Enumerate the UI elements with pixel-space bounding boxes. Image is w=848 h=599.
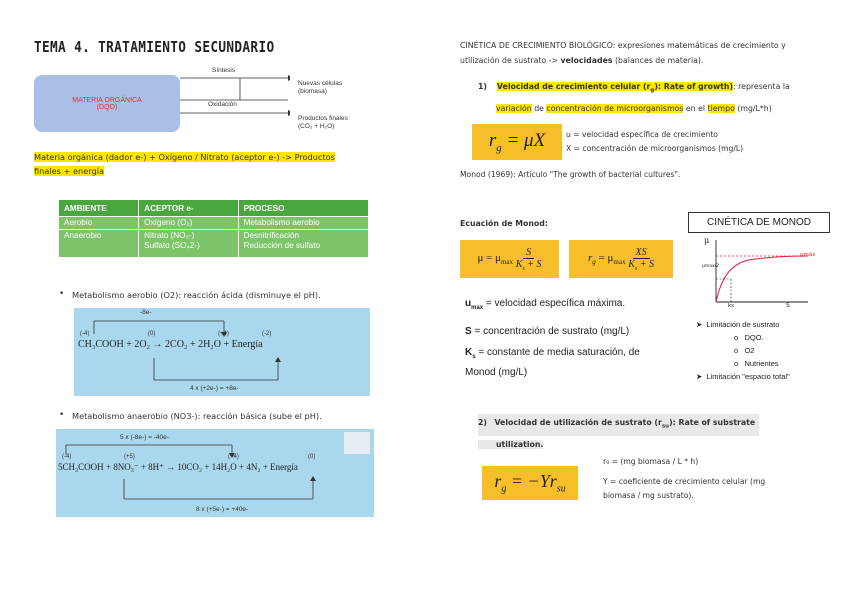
cell-text: Sulfato (SO₄2-) — [144, 241, 200, 250]
graph-curve-label: μmáx — [800, 252, 816, 258]
def-umax: = velocidad específica máxima. — [485, 298, 626, 309]
formula1-defs — [566, 128, 743, 156]
ox-state: (+4) — [218, 331, 229, 337]
item1-l2c: concentración de microorganismos — [546, 103, 684, 113]
anaerobic-top-label: 5 x (-8e-) = -40e- — [120, 434, 169, 441]
page-title: TEMA 4. TRATAMIENTO SECUNDARIO — [34, 38, 275, 56]
table-header — [59, 200, 369, 217]
item2 — [478, 414, 759, 453]
table-row — [59, 230, 369, 258]
formula-monod-mu: $\mu = \mu_{max}$ S $K_s + S$ — [460, 240, 559, 278]
cell: Aerobio — [59, 217, 139, 230]
aerobic-bottom-label: 4 x (+2e-) = +8e- — [190, 385, 239, 392]
anaerobic-bullet: • Metabolismo anaerobio (NO3-): reacción básica (sube el pH). — [72, 411, 322, 421]
item2-a: Velocidad de utilización de sustrato (r — [494, 418, 662, 427]
def-y-a: Y = coeficiente de crecimiento celular (mg — [603, 477, 766, 486]
item2-num: 2) — [478, 418, 487, 427]
anaerobic-arrows — [56, 429, 374, 517]
formula2-defs — [603, 455, 765, 503]
aerobic-arrows — [74, 308, 370, 396]
intro-line2 — [460, 53, 786, 68]
output-final — [298, 115, 348, 131]
cell: Oxígeno (O₂) — [139, 217, 238, 230]
cell — [139, 230, 238, 258]
item1-num: 1) — [478, 82, 487, 91]
monod-equation-title: Ecuación de Monod: — [460, 219, 548, 228]
synthesis-label: Síntesis — [212, 67, 236, 74]
aerobic-equation: CH₃COOH + 2O₂ → 2CO₂ + 2H₂O + Energía — [78, 339, 263, 350]
oxidation-label: Oxidación — [208, 101, 237, 108]
formula-monod-rg: $r_g = \mu_{max}$ XS $K_s + S$ — [569, 240, 673, 278]
item1-l2f: (mg/L*h) — [734, 103, 772, 113]
box-line1: MATERIA ORGÁNICA — [72, 96, 142, 104]
list-item: o Nutrientes — [734, 359, 779, 368]
monod-definitions — [465, 294, 640, 380]
intro-line1: CINÉTICA DE CRECIMIENTO BIOLÓGICO: expresiones matemáticas de crecimiento y — [460, 41, 786, 50]
list-item: o O2 — [734, 346, 755, 355]
ox-state: (0) — [148, 331, 156, 337]
out2-line1: Productos finales — [298, 115, 348, 122]
ox-state: (-4) — [80, 331, 90, 337]
x-symbol: X — [533, 130, 546, 152]
aerobic-bullet: • Metabolismo aerobio (O2): reacción ácida (disminuye el pH). — [72, 290, 321, 300]
cell — [238, 230, 368, 258]
def-s-row: S = concentración de sustrato (mg/L) — [465, 326, 630, 337]
arrowhead-2 — [288, 110, 290, 116]
item2-line1 — [478, 414, 759, 436]
header-aceptor: ACEPTOR e- — [139, 200, 238, 217]
cell — [59, 230, 139, 258]
intro-c: (balances de materia). — [612, 56, 704, 65]
def-s: = concentración de sustrato (mg/L) — [474, 326, 630, 337]
def-ks-row: $K_s$ = constante de media saturación, de Monod (mg/L) — [465, 347, 640, 378]
monod-curve — [716, 256, 808, 302]
limit-espacio: ➤ Limitación "espacio total" — [696, 372, 790, 381]
item1-sub: g — [650, 87, 655, 94]
monod-reference: Monod (1969): Artículo "The growth of bacterial cultures". — [460, 170, 681, 179]
intro-a: utilización de sustrato -> — [460, 56, 561, 65]
graph-s-label: S — [786, 302, 790, 309]
header-ambiente: AMBIENTE — [59, 200, 139, 217]
out2-line2: (CO₂ + H₂O) — [298, 123, 335, 130]
summary-line2: finales + energía — [34, 166, 104, 176]
item1-line1 — [478, 78, 790, 100]
arrowhead-1 — [288, 75, 290, 81]
item2-line2: utilization. — [478, 440, 543, 449]
graph-ks-label: ks — [728, 303, 735, 309]
cell-text: Nitrato (NO₃-) — [144, 231, 195, 240]
def-y-b: biomasa / mg sustrato). — [603, 491, 694, 500]
cinetica-monod-box: CINÉTICA DE MONOD — [688, 212, 830, 233]
list-item-text: O2 — [744, 346, 755, 355]
item1-l2b: de — [531, 103, 547, 113]
rg-symbol: $r_g$ — [488, 130, 502, 154]
box-line2: (DQO) — [96, 103, 118, 111]
aerobic-top-label: -8e- — [140, 309, 152, 316]
cell: Metabolismo aerobio — [238, 217, 368, 230]
monod-graph — [698, 234, 828, 314]
item1-l2e: tiempo — [707, 103, 735, 113]
anaerobic-equation: 5CH₃COOH + 8NO₃⁻ + 8H⁺ → 10CO₂ + 14H₂O + 4N₂ + Energía — [58, 462, 298, 472]
cell-text: Anaerobio — [64, 231, 102, 240]
summary-line1: Materia orgánica (dador e-) + Oxígeno / Nitrato (aceptor e-) -> Productos — [34, 152, 335, 162]
ox-state: (+5) — [124, 454, 135, 460]
kinetics-intro — [460, 38, 786, 68]
item1-l2d: en el — [683, 103, 708, 113]
table-row — [59, 217, 369, 230]
item2-sub: su — [661, 423, 670, 430]
list-item-text: DQO. — [744, 333, 764, 342]
formula-rg: $r_g = \mu X$ — [472, 124, 562, 160]
intro-b: velocidades — [560, 56, 613, 65]
out1-line1: Nuevas células — [298, 80, 343, 87]
list-item-text: Nutrientes — [744, 359, 779, 368]
item1-b: ): Rate of growth) — [654, 82, 734, 91]
def-umax-row: $u_{max}$ = velocidad específica máxima. — [465, 298, 626, 311]
ox-state: (+4) — [228, 454, 239, 460]
formula-rg-yrsu: $r_g = -Yr_{su}$ — [482, 466, 578, 500]
organic-matter-box — [34, 75, 180, 132]
header-proceso: PROCESO — [238, 200, 368, 217]
limit-sustrato-text: Limitación de sustrato — [706, 320, 780, 329]
cell-text: Desnitrificación — [243, 231, 300, 240]
item1-line2 — [478, 100, 790, 117]
ox-state: (0) — [308, 454, 316, 460]
item2-b: ): Rate of substrate — [669, 418, 756, 427]
item1-c: : representa la — [733, 82, 790, 91]
item1-highlight — [496, 82, 734, 94]
ox-state: (-4) — [62, 454, 72, 460]
limit-sustrato: ➤ Limitación de sustrato — [696, 320, 780, 329]
list-item: o DQO. — [734, 333, 764, 342]
item1 — [478, 78, 790, 117]
def-x: X = concentración de microorganismos (mg/L) — [566, 144, 744, 153]
def-ks-b: Monod (mg/L) — [465, 367, 528, 378]
summary-text — [34, 150, 335, 178]
out1-line2: (biomasa) — [298, 88, 327, 95]
cell-text: Reducción de sulfato — [243, 241, 321, 250]
def-mu: u = velocidad específica de crecimiento — [566, 130, 718, 139]
limitations-list — [696, 318, 790, 383]
output-biomass — [298, 80, 342, 96]
def-rg: r₉ = (mg biomasa / L * h) — [603, 457, 699, 466]
def-ks-a: = constante de media saturación, de — [478, 347, 640, 358]
graph-y-label: μ — [704, 236, 710, 245]
ox-state: (-2) — [262, 331, 272, 337]
item1-l2a: variación — [496, 103, 532, 113]
anaerobic-bottom-label: 8 x (+5e-) = +40e- — [196, 506, 249, 513]
environment-table — [58, 199, 369, 258]
graph-half-label: μmax/2 — [702, 264, 720, 269]
item1-a: Velocidad de crecimiento celular (r — [496, 82, 651, 91]
limit-espacio-text: Limitación "espacio total" — [706, 372, 790, 381]
